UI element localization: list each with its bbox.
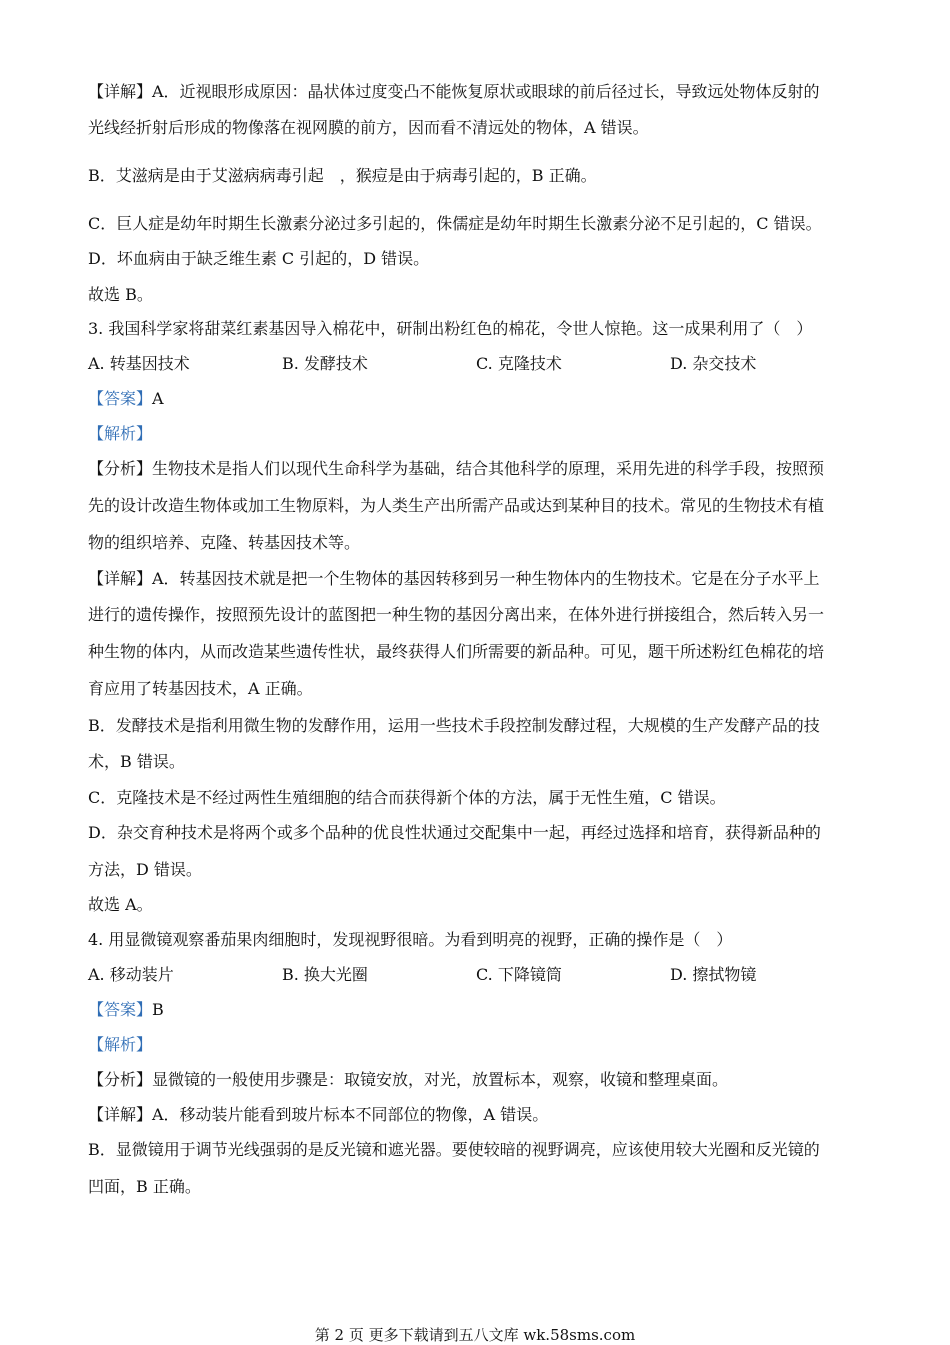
q4-analysis-tag: 【解析】 xyxy=(88,1035,153,1054)
q4-option-c: C. 下降镜筒 xyxy=(476,965,562,984)
text-line: 术，B 错误。 xyxy=(88,752,185,771)
text-line: 光线经折射后形成的物像落在视网膜的前方，因而看不清远处的物体，A 错误。 xyxy=(88,118,649,137)
q4-answer xyxy=(88,1000,164,1020)
text-line: 【分析】显微镜的一般使用步骤是：取镜安放，对光，放置标本，观察，收镜和整理桌面。 xyxy=(88,1070,729,1089)
text-line: B．显微镜用于调节光线强弱的是反光镜和遮光器。要使较暗的视野调亮，应该使用较大光圈和反光镜的 xyxy=(88,1140,820,1159)
text-line: D．坏血病由于缺乏维生素 C 引起的，D 错误。 xyxy=(88,249,430,268)
q3-option-d: D. 杂交技术 xyxy=(670,354,757,373)
q3-option-b: B. 发酵技术 xyxy=(282,354,368,373)
text-line: 【详解】A．移动装片能看到玻片标本不同部位的物像，A 错误。 xyxy=(88,1105,549,1124)
text-line: B．艾滋病是由于艾滋病病毒引起 ，猴痘是由于病毒引起的，B 正确。 xyxy=(88,166,597,185)
text-line: 【分析】生物技术是指人们以现代生命科学为基础，结合其他科学的原理，采用先进的科学手段，按照预 xyxy=(88,459,825,478)
text-line: 物的组织培养、克隆、转基因技术等。 xyxy=(88,533,361,552)
page-footer: 第 2 页 更多下载请到五八文库 wk.58sms.com xyxy=(314,1326,636,1344)
text-line: 种生物的体内，从而改造某些遗传性状，最终获得人们所需要的新品种。可见，题干所述粉红色棉花的培 xyxy=(88,642,825,661)
text-line: 故选 A。 xyxy=(88,895,153,914)
q3-analysis-tag: 【解析】 xyxy=(88,424,153,443)
text-line: 【详解】A．转基因技术就是把一个生物体的基因转移到另一种生物体内的生物技术。它是在分子水平上 xyxy=(88,569,820,588)
answer-tag: 【答案】 xyxy=(88,389,153,408)
text-line: D．杂交育种技术是将两个或多个品种的优良性状通过交配集中一起，再经过选择和培育，获得新品种的 xyxy=(88,823,821,842)
text-line: 故选 B。 xyxy=(88,285,153,304)
answer-tag: 【答案】 xyxy=(88,1000,153,1019)
q3-option-c: C. 克隆技术 xyxy=(476,354,562,373)
text-line: 方法，D 错误。 xyxy=(88,860,202,879)
q3-answer xyxy=(88,389,164,409)
text-line: 先的设计改造生物体或加工生物原料，为人类生产出所需产品或达到某种目的技术。常见的生物技术有植 xyxy=(88,496,825,515)
text-line: 凹面，B 正确。 xyxy=(88,1177,201,1196)
text-line: C．克隆技术是不经过两性生殖细胞的结合而获得新个体的方法，属于无性生殖，C 错误。 xyxy=(88,788,726,807)
text-line: B．发酵技术是指利用微生物的发酵作用，运用一些技术手段控制发酵过程，大规模的生产发酵产品的技 xyxy=(88,716,820,735)
text-line: 进行的遗传操作，按照预先设计的蓝图把一种生物的基因分离出来，在体外进行拼接组合，然后转入另一 xyxy=(88,605,825,624)
q4-option-b: B. 换大光圈 xyxy=(282,965,368,984)
text-line: 育应用了转基因技术，A 正确。 xyxy=(88,679,313,698)
question-4-stem: 4. 用显微镜观察番茄果肉细胞时，发现视野很暗。为看到明亮的视野，正确的操作是（ ） xyxy=(88,930,733,949)
answer-value: A xyxy=(152,389,164,408)
q4-option-a: A. 移动装片 xyxy=(88,965,174,984)
text-line: C．巨人症是幼年时期生长激素分泌过多引起的，侏儒症是幼年时期生长激素分泌不足引起的，C 错误。 xyxy=(88,214,822,233)
text-line: 【详解】A．近视眼形成原因：晶状体过度变凸不能恢复原状或眼球的前后径过长，导致远处物体反射的 xyxy=(88,82,820,101)
question-3-stem: 3. 我国科学家将甜菜红素基因导入棉花中，研制出粉红色的棉花，令世人惊艳。这一成果利用了（ ） xyxy=(88,319,813,338)
q3-option-a: A. 转基因技术 xyxy=(88,354,190,373)
answer-value: B xyxy=(152,1000,164,1019)
q4-option-d: D. 擦拭物镜 xyxy=(670,965,757,984)
